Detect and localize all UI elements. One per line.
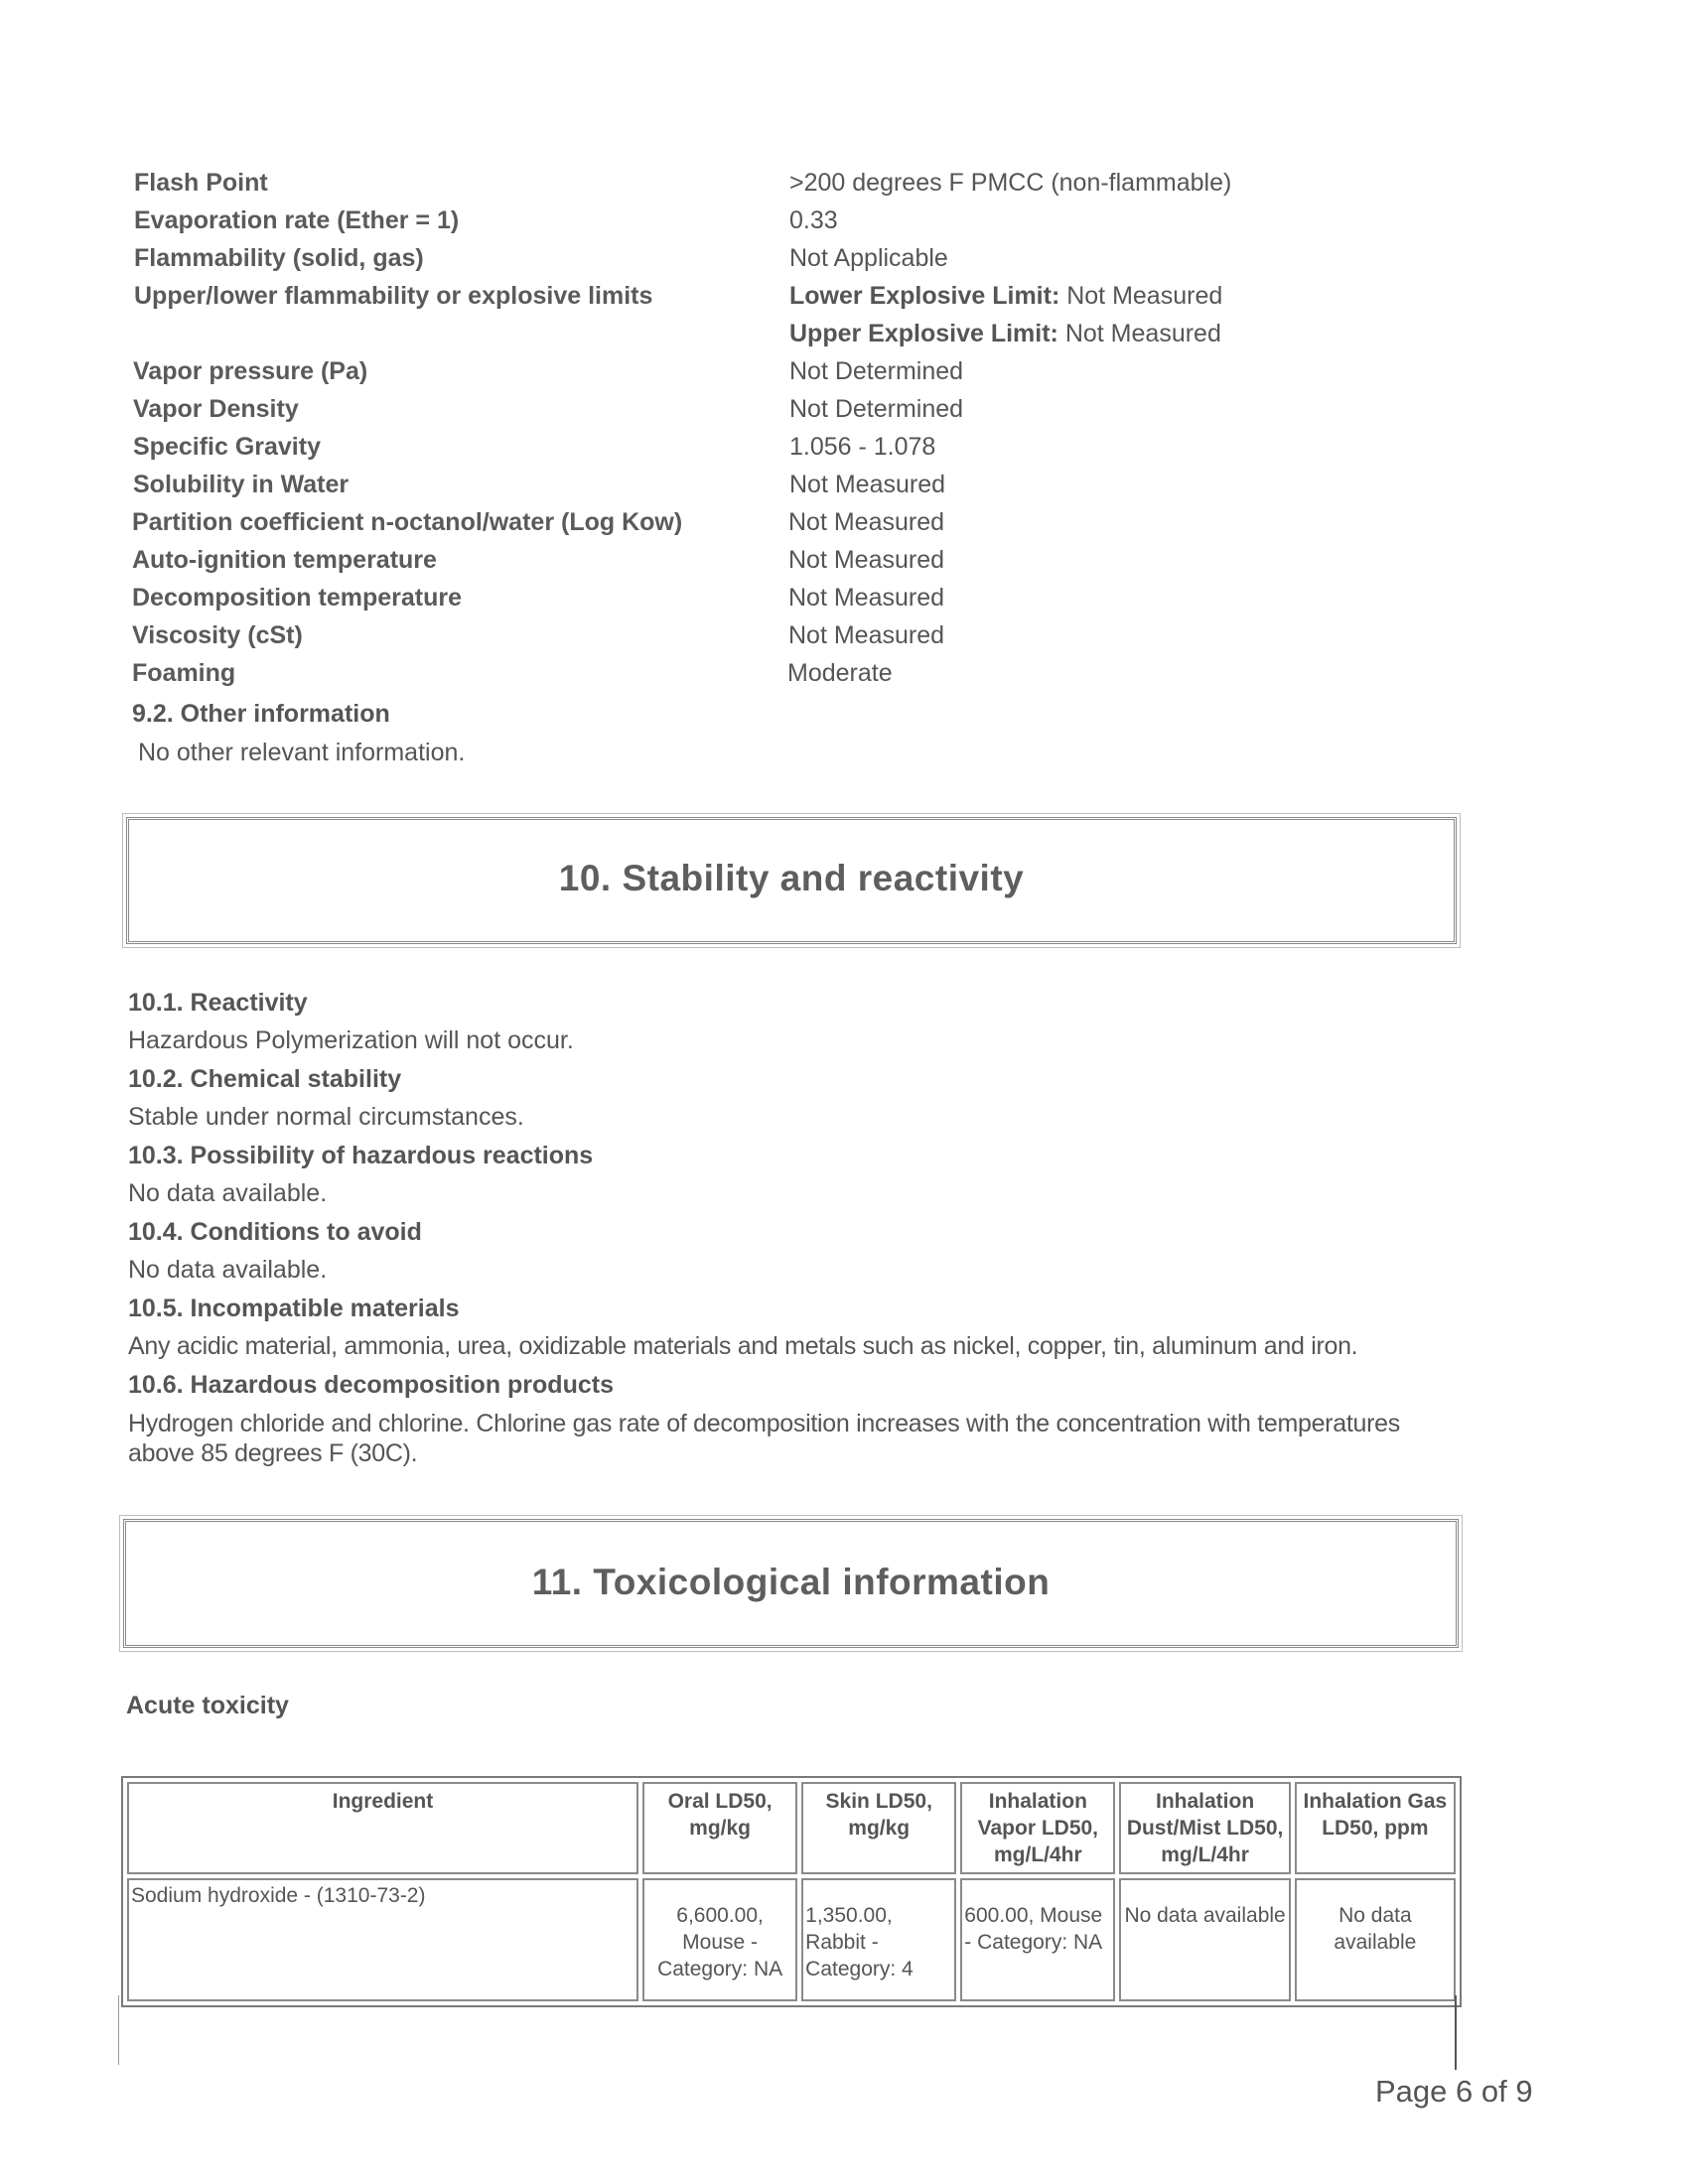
table-cell: 600.00, Mouse - Category: NA xyxy=(960,1878,1115,2001)
property-value-bold: Upper Explosive Limit: xyxy=(789,320,1058,347)
property-value-text: Not Measured xyxy=(1059,282,1223,310)
property-value: Not Applicable xyxy=(789,244,948,272)
property-label: Decomposition temperature xyxy=(132,584,463,612)
section-10-header xyxy=(126,817,1457,944)
other-info-text: No other relevant information. xyxy=(138,739,466,766)
column-header: Ingredient xyxy=(127,1782,638,1874)
property-value-bold: Lower Explosive Limit: xyxy=(789,282,1060,310)
subsection-text: Hazardous Polymerization will not occur. xyxy=(128,1026,574,1054)
column-header: Oral LD50, mg/kg xyxy=(642,1782,797,1874)
table-continuation-line-left xyxy=(118,1995,119,2065)
property-value: Not Measured xyxy=(789,471,946,498)
subsection-heading: 10.5. Incompatible materials xyxy=(128,1295,460,1322)
column-header: Inhalation Dust/Mist LD50, mg/L/4hr xyxy=(1119,1782,1290,1874)
table-header-row xyxy=(127,1782,1456,1874)
page-number: Page 6 of 9 xyxy=(1375,2074,1533,2109)
subsection-heading: 10.3. Possibility of hazardous reactions xyxy=(128,1142,594,1169)
other-info-heading: 9.2. Other information xyxy=(132,700,390,728)
property-value: >200 degrees F PMCC (non-flammable) xyxy=(789,169,1232,197)
property-label: Evaporation rate (Ether = 1) xyxy=(134,206,460,234)
subsection-text: No data available. xyxy=(128,1256,328,1284)
column-header: Skin LD50, mg/kg xyxy=(801,1782,956,1874)
property-label: Vapor Density xyxy=(133,395,299,423)
acute-toxicity-table-wrap xyxy=(121,1776,1462,2007)
subsection-heading: 10.6. Hazardous decomposition products xyxy=(128,1371,614,1399)
property-value-lower-limit xyxy=(789,282,1222,311)
property-value: Moderate xyxy=(787,659,893,687)
column-header: Inhalation Vapor LD50, mg/L/4hr xyxy=(960,1782,1115,1874)
property-value-text: Not Measured xyxy=(1057,320,1221,347)
property-value: Not Determined xyxy=(789,395,964,423)
subsection-text: No data available. xyxy=(128,1179,328,1207)
table-cell: No data available xyxy=(1119,1878,1290,2001)
property-label: Flash Point xyxy=(134,169,268,197)
subsection-text: Stable under normal circumstances. xyxy=(128,1103,524,1131)
property-label: Viscosity (cSt) xyxy=(132,621,303,649)
acute-toxicity-table xyxy=(121,1776,1462,2007)
property-label: Auto-ignition temperature xyxy=(132,546,437,574)
property-value: 0.33 xyxy=(789,206,838,234)
acute-toxicity-label: Acute toxicity xyxy=(126,1692,289,1719)
property-label: Specific Gravity xyxy=(133,433,321,461)
subsection-heading: 10.1. Reactivity xyxy=(128,989,308,1017)
property-value: 1.056 - 1.078 xyxy=(789,433,936,461)
property-label: Vapor pressure (Pa) xyxy=(133,357,368,385)
table-continuation-line-right xyxy=(1455,1995,1457,2070)
property-label: Partition coefficient n-octanol/water (Log Kow) xyxy=(132,508,683,536)
table-cell: 6,600.00, Mouse - Category: NA xyxy=(642,1878,797,2001)
property-value: Not Determined xyxy=(789,357,964,385)
section-title: 10. Stability and reactivity xyxy=(558,858,1025,898)
property-label: Flammability (solid, gas) xyxy=(134,244,424,272)
column-header: Inhalation Gas LD50, ppm xyxy=(1295,1782,1456,1874)
subsection-heading: 10.2. Chemical stability xyxy=(128,1065,402,1093)
property-label: Solubility in Water xyxy=(133,471,350,498)
property-value: Not Measured xyxy=(788,546,945,574)
subsection-text: Hydrogen chloride and chlorine. Chlorine gas rate of decomposition increases with the concentration with temperatures above 85 degrees F (30C). xyxy=(128,1410,1400,1467)
property-value-upper-limit xyxy=(789,320,1221,348)
table-cell: Sodium hydroxide - (1310-73-2) xyxy=(127,1878,638,2001)
property-label: Foaming xyxy=(132,659,236,687)
property-value: Not Measured xyxy=(788,508,945,536)
subsection-text: Any acidic material, ammonia, urea, oxidizable materials and metals such as nickel, copper, tin, aluminum and iron. xyxy=(128,1332,1358,1360)
property-value: Not Measured xyxy=(788,621,945,649)
subsection-heading: 10.4. Conditions to avoid xyxy=(128,1218,422,1246)
section-title: 11. Toxicological information xyxy=(531,1562,1051,1602)
table-cell: No data available xyxy=(1295,1878,1456,2001)
table-row xyxy=(127,1878,1456,2001)
property-label: Upper/lower flammability or explosive limits xyxy=(134,282,653,310)
table-cell: 1,350.00, Rabbit - Category: 4 xyxy=(801,1878,956,2001)
section-11-header xyxy=(123,1519,1459,1648)
property-value: Not Measured xyxy=(788,584,945,612)
